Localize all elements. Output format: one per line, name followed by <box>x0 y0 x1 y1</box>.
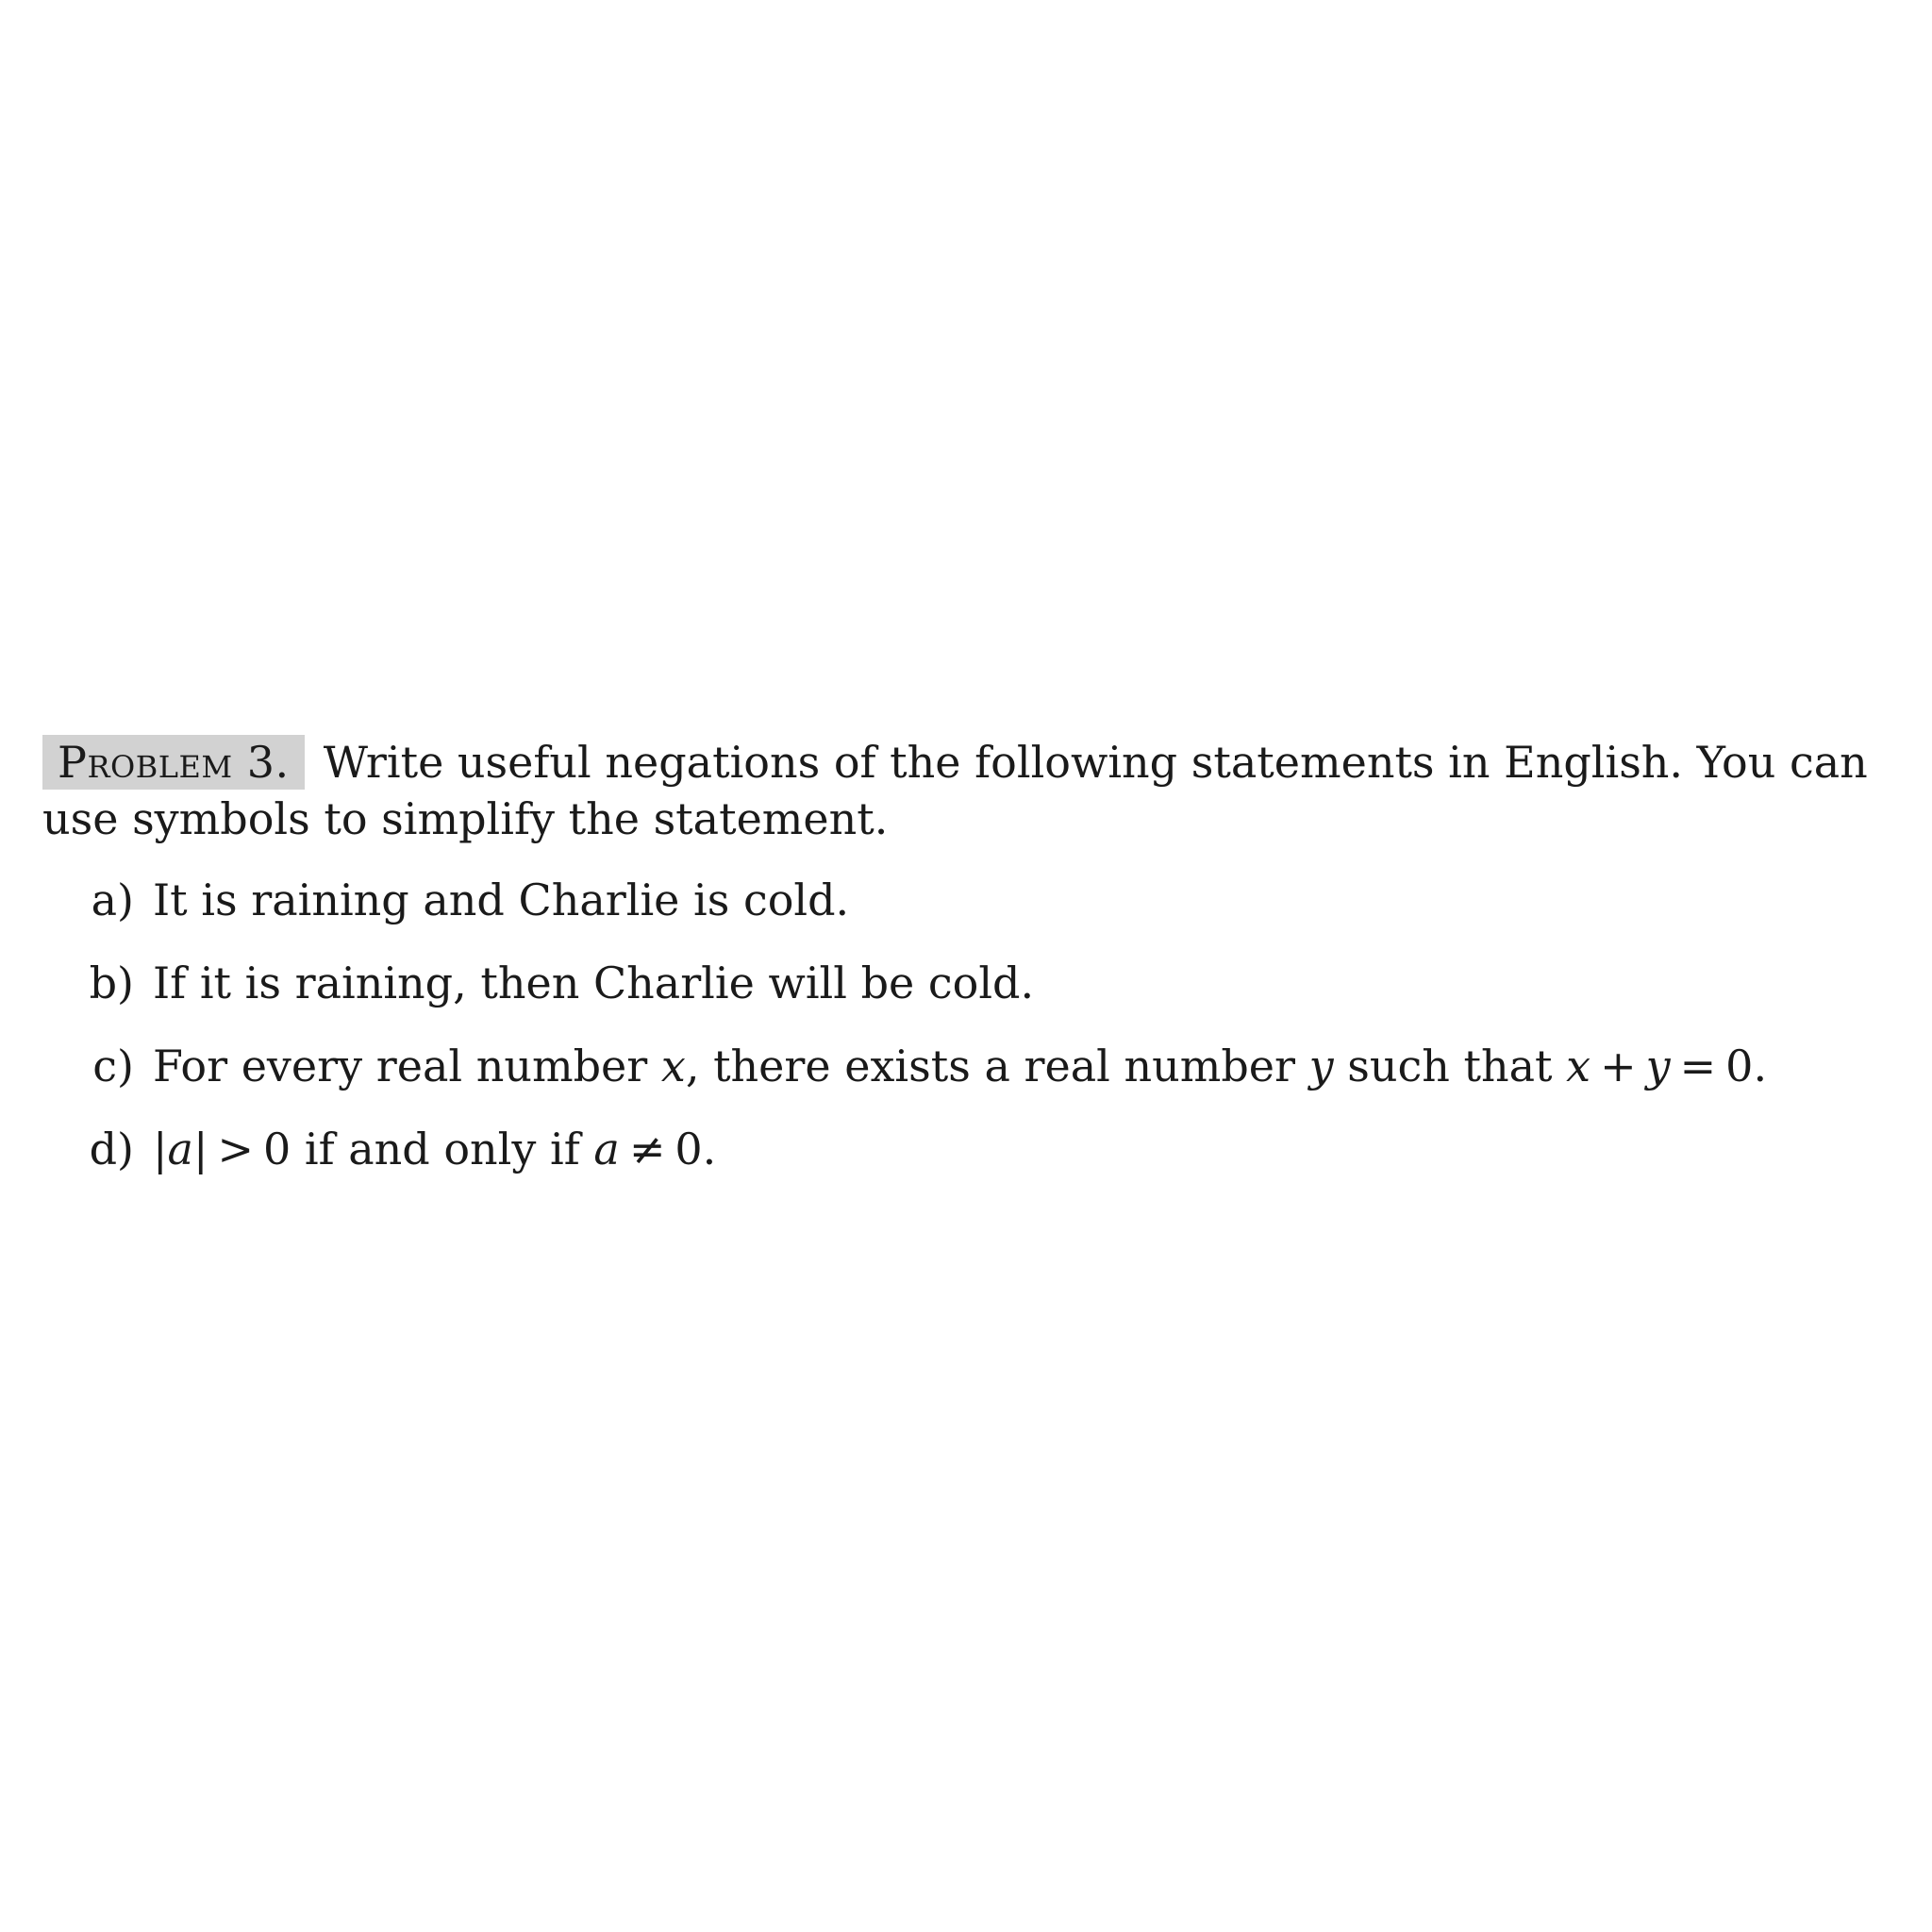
item-marker: c) <box>92 1041 134 1091</box>
item-text <box>153 1038 1924 1094</box>
plus-symbol: + <box>1600 1041 1637 1091</box>
math-variable-x: x <box>660 1041 686 1091</box>
text-fragment: For every real number <box>153 1041 661 1091</box>
list-item <box>42 1038 1924 1094</box>
problem-intro <box>42 734 1924 847</box>
equals-symbol: = <box>1679 1041 1717 1091</box>
math-variable-x: x <box>1566 1041 1591 1091</box>
math-result: 0. <box>675 1124 717 1174</box>
math-zero: 0 <box>262 1124 291 1174</box>
text-fragment: such that <box>1333 1041 1567 1091</box>
item-text <box>153 1121 1924 1177</box>
absolute-value-bar: | <box>153 1124 168 1174</box>
absolute-value-bar: | <box>192 1124 208 1174</box>
math-variable-y: y <box>1308 1041 1334 1091</box>
greater-than-symbol: > <box>217 1124 254 1174</box>
item-marker: b) <box>89 958 134 1008</box>
problem-intro-text: Write useful negations of the following statements in English. You can use symbols to simplify the statement. <box>42 737 1868 844</box>
statement-list <box>42 872 1924 1177</box>
list-item <box>42 955 1924 1011</box>
problem-label: Problem 3. <box>42 735 305 790</box>
math-variable-a: a <box>593 1124 620 1174</box>
math-result: 0. <box>1725 1041 1768 1091</box>
item-text: It is raining and Charlie is cold. <box>153 874 850 925</box>
item-marker: a) <box>91 874 134 925</box>
list-item <box>42 872 1924 928</box>
text-fragment: if and only if <box>291 1124 594 1174</box>
text-fragment: , there exists a real number <box>685 1041 1309 1091</box>
list-item <box>42 1121 1924 1177</box>
not-equal-symbol: ≠ <box>628 1124 666 1174</box>
math-variable-a: a <box>167 1124 193 1174</box>
math-variable-y: y <box>1645 1041 1671 1091</box>
item-marker: d) <box>89 1124 134 1174</box>
problem-block <box>42 734 1924 1204</box>
item-text: If it is raining, then Charlie will be cold. <box>153 958 1035 1008</box>
